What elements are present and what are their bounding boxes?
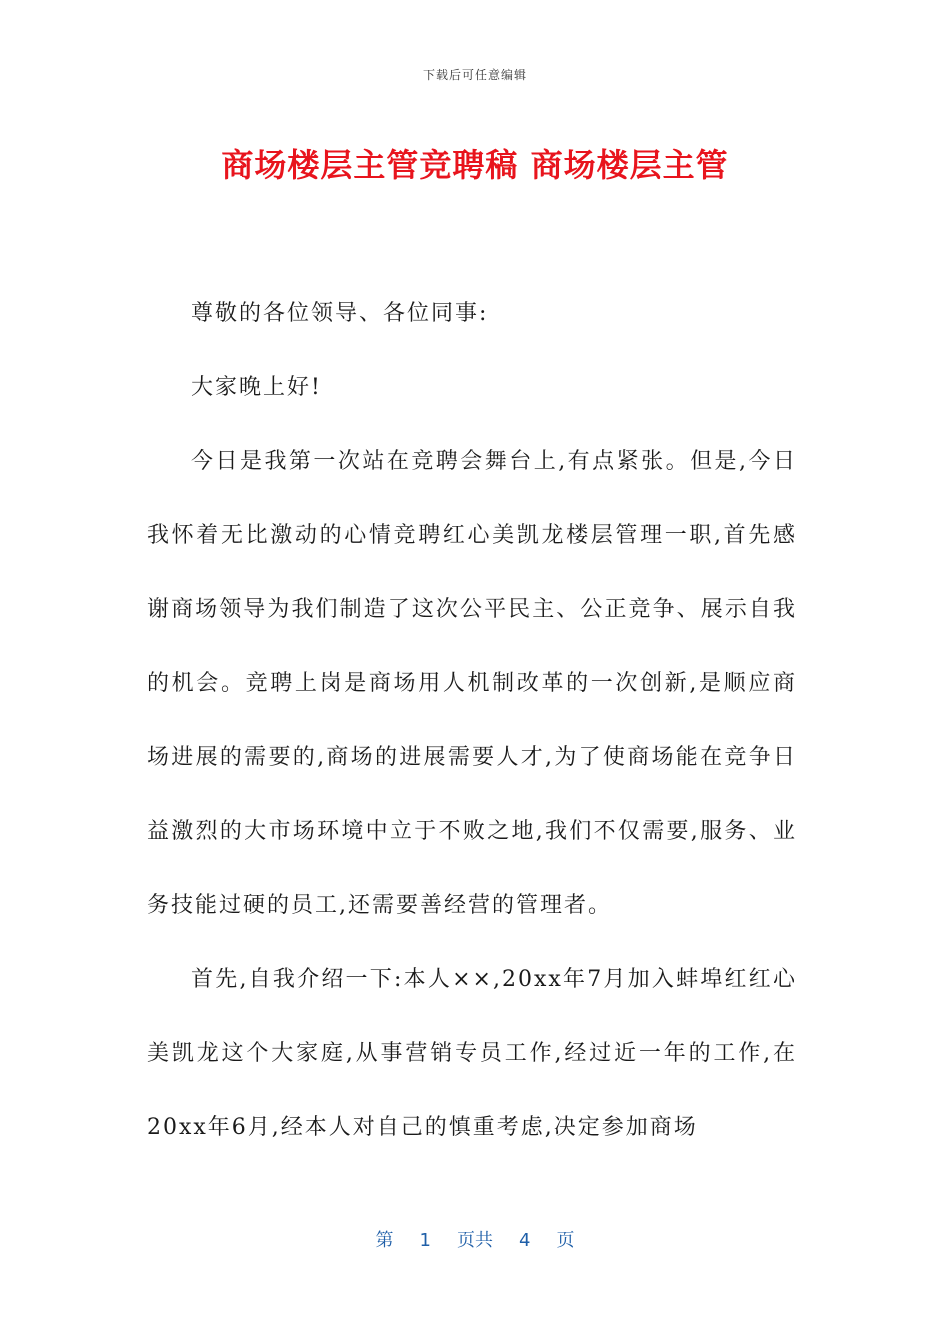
document-body: [147, 277, 797, 1165]
footer-prefix: 第: [375, 1230, 394, 1251]
footer-middle: 页共: [457, 1230, 493, 1251]
paragraph-intro: 今日是我第一次站在竞聘会舞台上,有点紧张。但是,今日我怀着无比激动的心情竞聘红心美凯龙楼层管理一职,首先感谢商场领导为我们制造了这次公平民主、公正竞争、展示自我的机会。竞聘上岗是商场用人机制改革的一次创新,是顺应商场进展的需要的,商场的进展需要人才,为了使商场能在竞争日益激烈的大市场环境中立于不败之地,我们不仅需要,服务、业务技能过硬的员工,还需要善经营的管理者。: [147, 449, 797, 918]
paragraph-salutation: 尊敬的各位领导、各位同事:: [191, 301, 489, 326]
paragraph-greeting: 大家晚上好!: [191, 375, 322, 400]
document-title: 商场楼层主管竞聘稿 商场楼层主管: [221, 146, 729, 184]
header-note: 下载后可任意编辑: [422, 68, 527, 82]
footer-total-pages: 4: [519, 1230, 531, 1251]
paragraph-self-introduction: 首先,自我介绍一下:本人××,20xx年7月加入蚌埠红红心美凯龙这个大家庭,从事营销专员工作,经过近一年的工作,在20xx年6月,经本人对自己的慎重考虑,决定参加商场: [147, 967, 797, 1140]
footer-suffix: 页: [556, 1230, 575, 1251]
page-footer: [0, 1226, 950, 1252]
footer-current-page: 1: [419, 1230, 431, 1251]
